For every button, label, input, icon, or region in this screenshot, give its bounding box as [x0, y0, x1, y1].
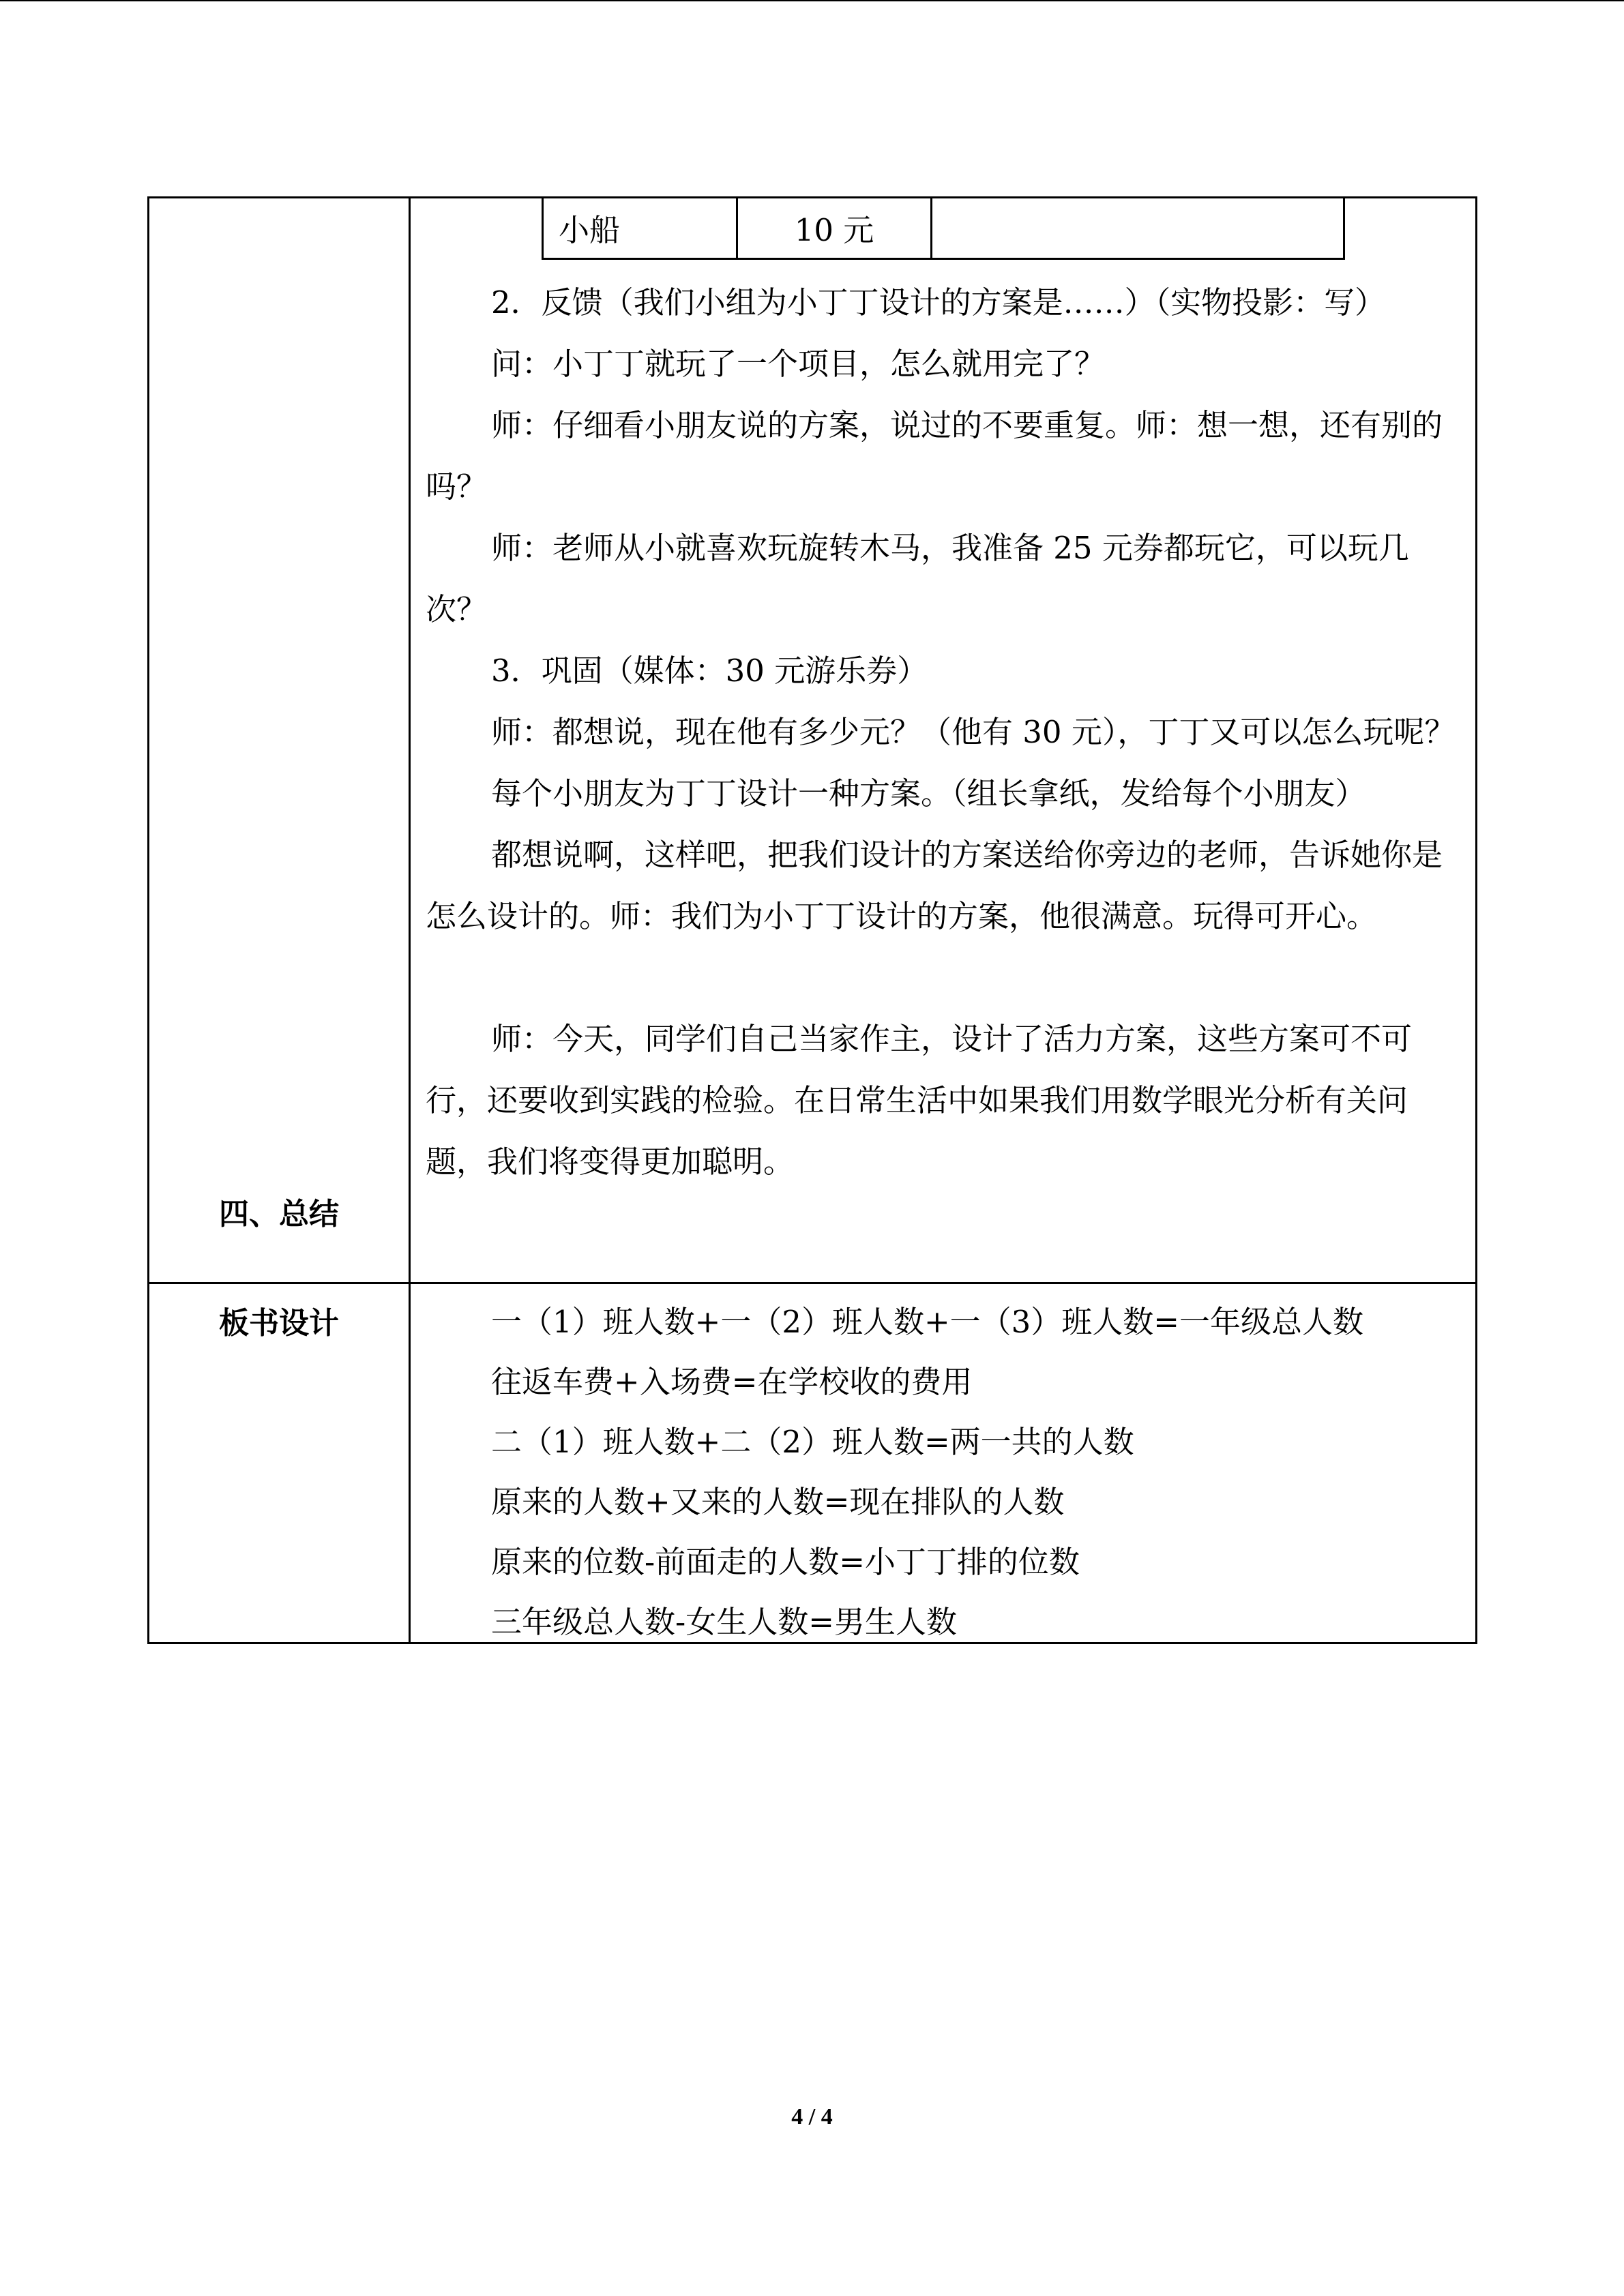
- column-divider: [409, 198, 411, 1642]
- board-line: 三年级总人数-女生人数=男生人数: [491, 1604, 957, 1640]
- price-table-price: 10 元: [738, 196, 932, 258]
- board-line: 一（1）班人数+一（2）班人数+一（3）班人数=一年级总人数: [491, 1304, 1364, 1340]
- paragraph: 3．巩固（媒体：30 元游乐券）: [491, 653, 928, 689]
- board-line: 二（1）班人数+二（2）班人数=两一共的人数: [491, 1424, 1134, 1460]
- board-line: 往返车费+入场费=在学校收的费用: [491, 1364, 973, 1400]
- paragraph: 师：都想说，现在他有多少元？（他有 30 元），丁丁又可以怎么玩呢？: [491, 714, 1456, 750]
- price-table-item: 小船: [544, 196, 738, 258]
- paragraph: 问：小丁丁就玩了一个项目，怎么就用完了？: [491, 346, 1106, 382]
- paragraph: 2．反馈（我们小组为小丁丁设计的方案是……）（实物投影：写）: [491, 284, 1386, 320]
- paragraph: 师：仔细看小朋友说的方案，说过的不要重复。师：想一想，还有别的吗？: [426, 407, 1443, 505]
- paragraph: 师：今天，同学们自己当家作主，设计了活力方案，这些方案可不可行，还要收到实践的检验。在日常生活中如果我们用数学眼光分析有关问题，我们将变得更加聪明。: [426, 1021, 1413, 1180]
- top-border-line: [0, 0, 1624, 1]
- row-label-board-design: 板书设计: [219, 1306, 339, 1341]
- paragraph: 每个小朋友为丁丁设计一种方案。（组长拿纸，发给每个小朋友）: [491, 775, 1366, 811]
- row-divider: [149, 1282, 1475, 1284]
- paragraph: 师：老师从小就喜欢玩旋转木马，我准备 25 元券都玩它，可以玩几次？: [426, 530, 1409, 627]
- paragraph: 都想说啊，这样吧，把我们设计的方案送给你旁边的老师，告诉她你是怎么设计的。师：我们为小丁丁设计的方案，他很满意。玩得可开心。: [426, 837, 1443, 934]
- row-label-summary: 四、总结: [219, 1197, 339, 1232]
- summary-content: [426, 272, 1466, 1193]
- board-design-content: [426, 1292, 1466, 1652]
- price-table-blank-cell: [932, 196, 1345, 258]
- board-line: 原来的人数+又来的人数=现在排队的人数: [491, 1484, 1065, 1520]
- lesson-plan-table: [147, 196, 1477, 1644]
- blank-line: [426, 947, 1466, 1009]
- price-table: [542, 196, 1345, 260]
- page-number: 4 / 4: [791, 2104, 833, 2130]
- board-line: 原来的位数-前面走的人数=小丁丁排的位数: [491, 1544, 1080, 1580]
